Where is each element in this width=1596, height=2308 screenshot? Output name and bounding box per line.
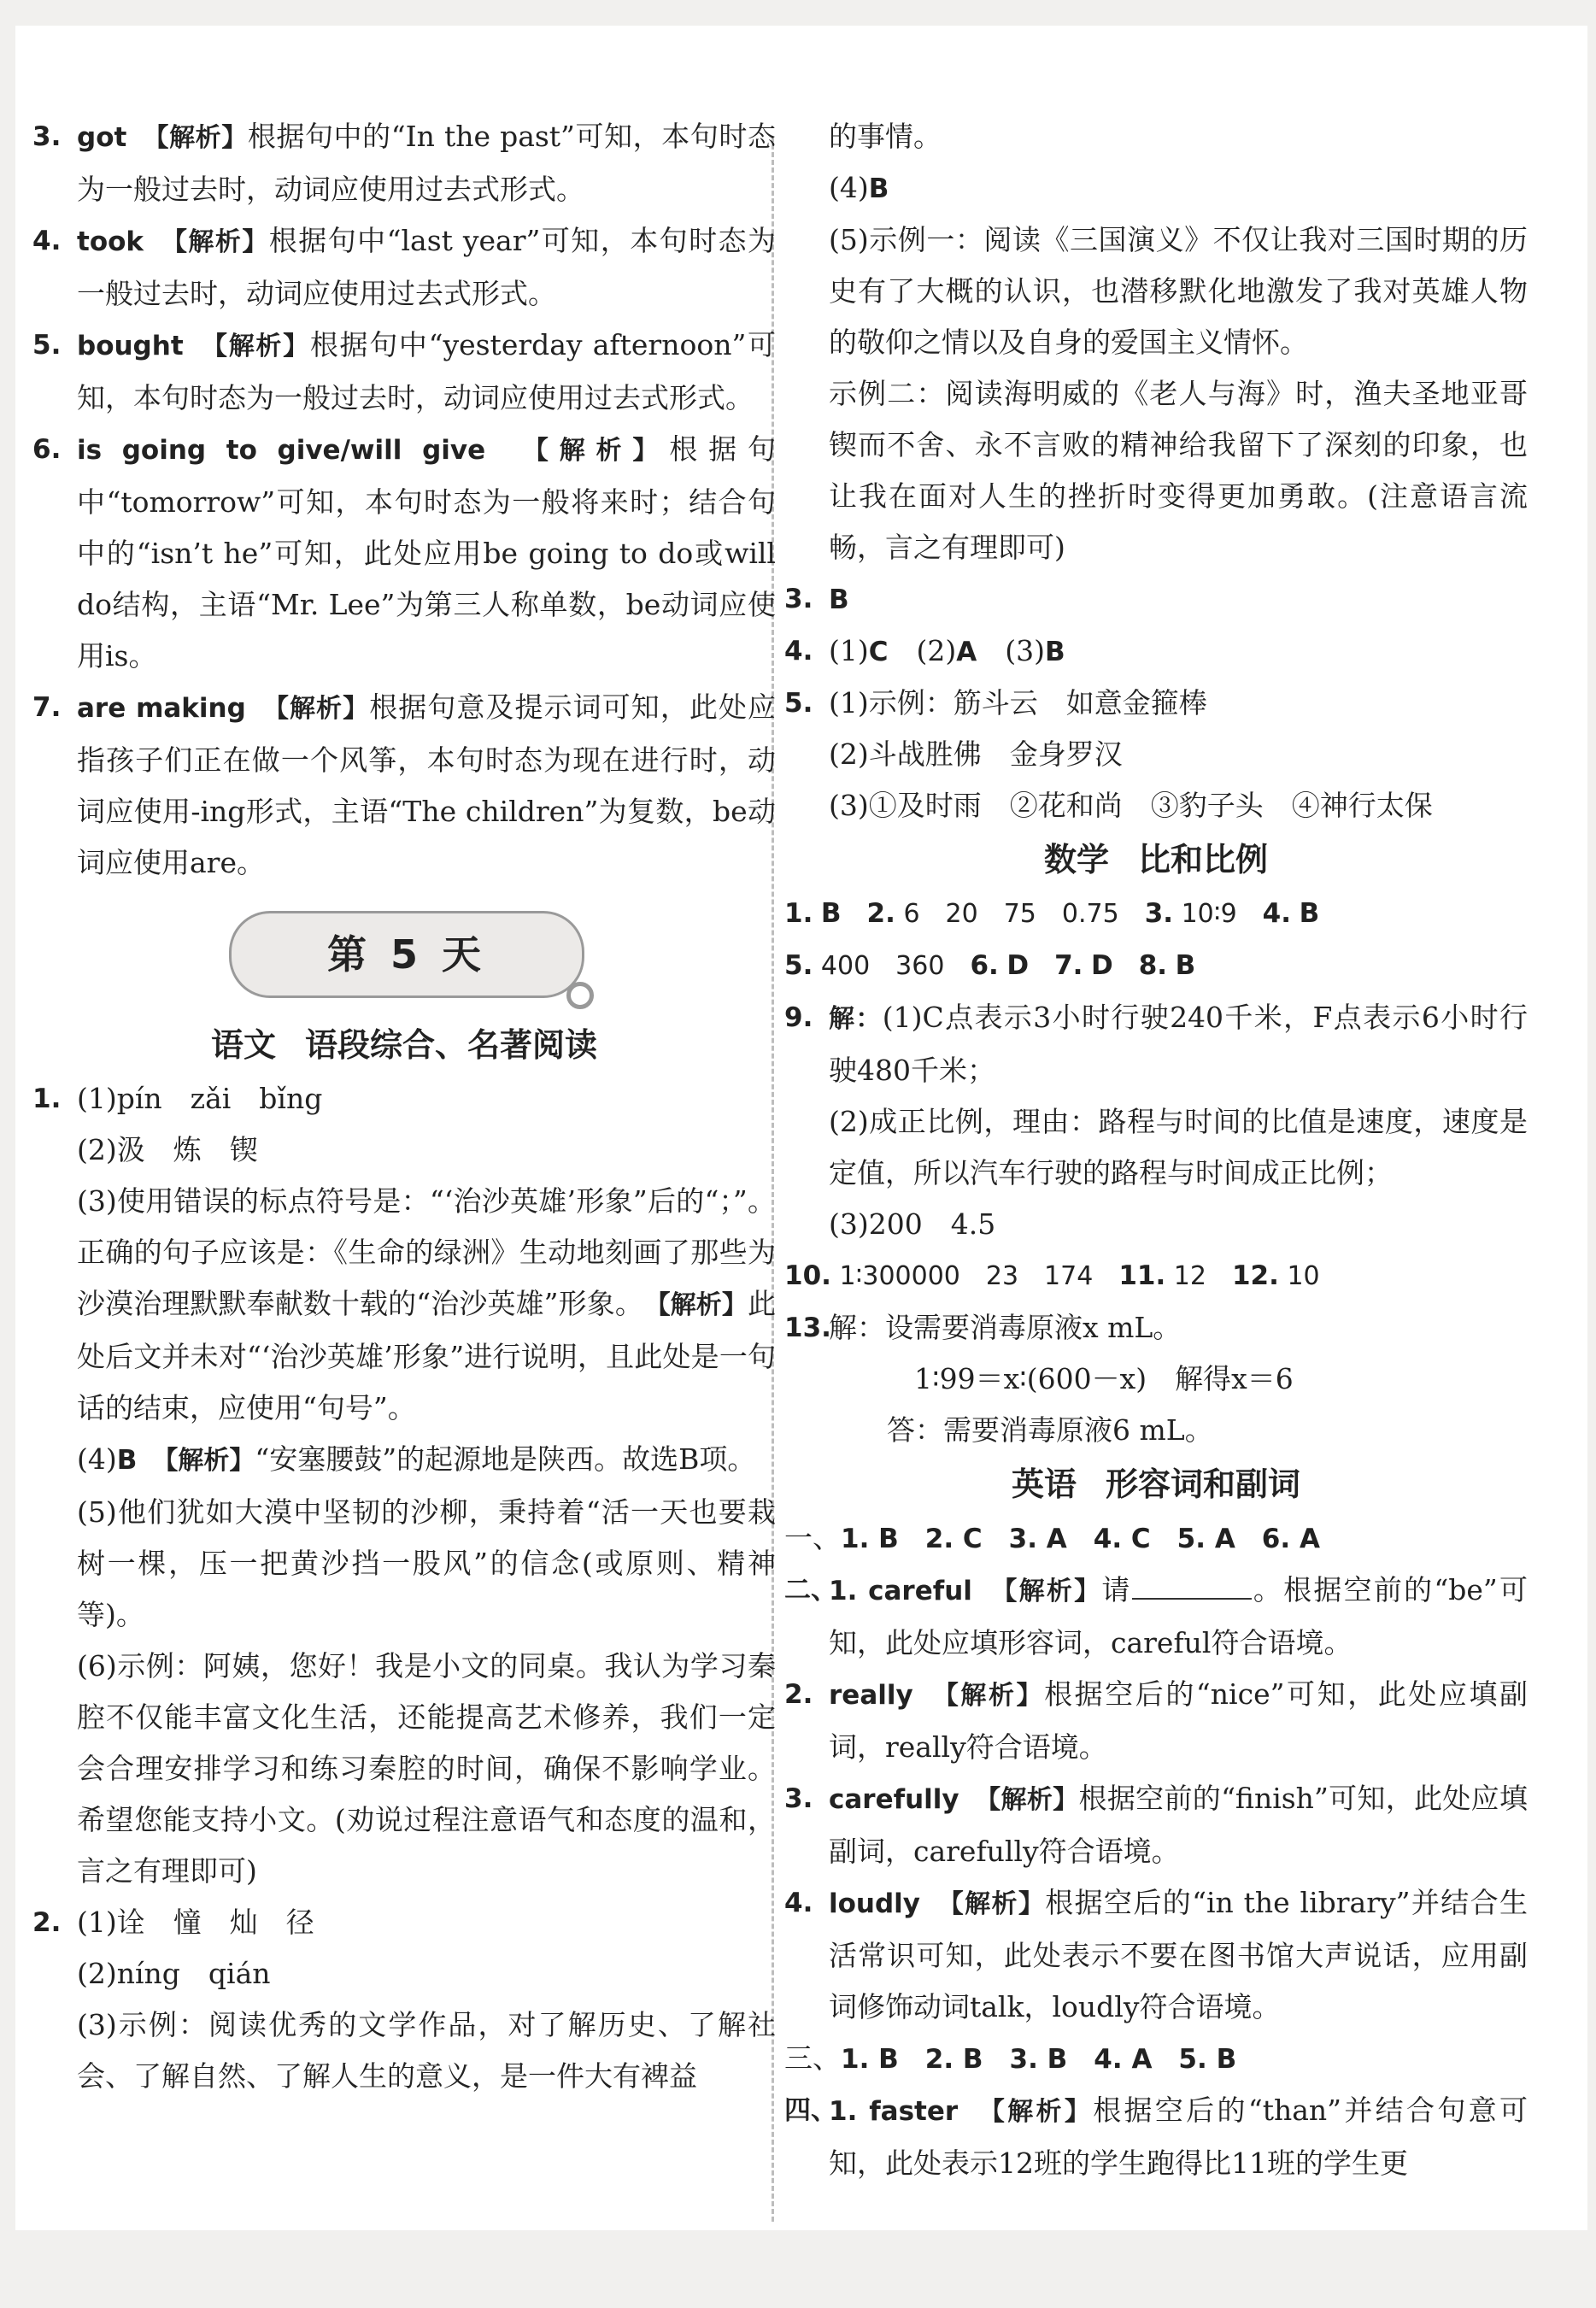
answer: 6 20 75 0.75 (903, 899, 1119, 929)
english-answers-top (32, 111, 776, 889)
question-number: 1. (784, 898, 813, 929)
answer: B (829, 584, 849, 615)
section-subject: 语文 (211, 1017, 276, 1073)
q1-part6: (6)示例：阿姨，您好！我是小文的同桌。我认为学习秦腔不仅能丰富文化生活，还能提高艺术修养，我们一定会合理安排学习和练习秦腔的时间，确保不影响学业。希望您能支持小文。(劝说过程注意语气和态度的温和，言之有理即可) (77, 1649, 776, 1888)
analysis-text: 根据句意及提示词可知，此处应指孩子们正在做一个风筝，本句时态为现在进行时，动词应使用-ing形式，主语“The children”为复数，be动词应使用are。 (77, 690, 776, 879)
q2-part5-example1: (5)示例一：阅读《三国演义》不仅让我对三国时期的历史有了大概的认识，也潜移默化地激发了我对英雄人物的敬仰之情以及自身的爱国主义情怀。 (829, 223, 1528, 359)
analysis-text: 根据句中的“In the past”可知，本句时态为一般过去时，动词应使用过去式形式。 (77, 120, 776, 206)
answer: are making (77, 693, 246, 724)
math-q9: 9. 解：(1)C点表示3小时行驶240千米，F点表示6小时行驶480千米； (2)成正比例，理由：路程与时间的比值是速度，速度是定值，所以汽车行驶的路程与时间成正比例； (3)200 4.5 (784, 992, 1528, 1250)
answer: 10∶9 (1181, 899, 1237, 929)
q9-part2: (2)成正比例，理由：路程与时间的比值是速度，速度是定值，所以汽车行驶的路程与时间成正比例； (829, 1105, 1528, 1189)
q13-answer: 答：需要消毒原液6 mL。 (887, 1413, 1213, 1447)
analysis-text: 根据句中“last year”可知，本句时态为一般过去时，动词应使用过去式形式。 (77, 224, 777, 310)
answer: 10 (1287, 1261, 1320, 1291)
q5-part1: (1)示例：筋斗云 如意金箍棒 (829, 686, 1207, 719)
yuwen-q2 (32, 1897, 776, 2102)
q5-part2: (2)斗战胜佛 金身罗汉 (829, 737, 1123, 771)
q1-part3: (3)使用错误的标点符号是：“‘治沙英雄’形象”后的“；”。正确的句子应该是：《生命的绿洲》生动地刻画了那些为沙漠治理默默奉献数十载的“治沙英雄”形象。 【解析】此处后文并未对“‘治沙英雄’形象”进行说明，且此处是一句话的结束，应使用“句号”。 (77, 1184, 777, 1424)
math-answers-row3 (784, 1250, 1528, 1302)
math-q13 (784, 1302, 1528, 1456)
ring-icon (566, 982, 594, 1009)
section-subject: 数学 (1044, 831, 1109, 888)
question-number: 2. (32, 1907, 62, 1938)
question-number: 13. (784, 1313, 831, 1343)
day-badge-text: 第 5 天 (326, 931, 487, 978)
q2-part3: (3)示例：阅读优秀的文学作品，对了解历史、了解社会、了解自然、了解人生的意义，是一件大有裨益 (77, 2008, 776, 2093)
blank-line (1132, 1572, 1252, 1600)
analysis-tag: 【解析】 (155, 123, 248, 153)
english-answer-item (32, 424, 776, 682)
q1-part1: (1)pín zǎi bǐng (77, 1082, 323, 1115)
english-part2: 二、 1. careful 【解析】请 。根据空前的“be”可知，此处应填形容词，careful符合语境。 2. really 【解析】根据空后的“nice”可知，此处应填副词，really符合语境。 3. carefully 【解析】根据空前的“finish”可知，此处应填副词，carefully符合语境。 4. loudly 【解析】根据空后的“in the library”并结合生活常识可知，此处表示不要在图书馆大声说话，应用副词修饰动词talk，loudly符合语境。 (784, 1573, 1529, 2023)
question-number: 4. (784, 636, 813, 667)
english-answer-item (32, 215, 776, 320)
q1-part4: (4)B 【解析】“安塞腰鼓”的起源地是陕西。故选B项。 (77, 1442, 756, 1476)
question-number: 8. (1138, 950, 1168, 981)
section-title: 比和比例 (1138, 841, 1269, 878)
answer: 12 (1173, 1261, 1206, 1291)
question-number: 3. (784, 584, 813, 614)
continuation-text: 的事情。 (829, 120, 942, 153)
analysis-tag: 【解析】 (173, 227, 269, 257)
analysis-tag: 【解析】 (165, 1446, 255, 1476)
question-number: 6. (32, 434, 62, 465)
yuwen-q5 (784, 678, 1528, 831)
answer: B (1299, 898, 1320, 929)
yuwen-q1 (32, 1073, 776, 1897)
answer: D (1090, 950, 1113, 981)
section-yuwen (32, 1017, 776, 1073)
answer: took (77, 226, 144, 257)
question-number: 5. (32, 330, 62, 361)
q1-part5: (5)他们犹如大漠中坚韧的沙柳，秉持着“活一天也要栽树一棵，压一把黄沙挡一股风”的信念(或原则、精神等)。 (77, 1495, 776, 1631)
q2-part4: (4)B (829, 171, 889, 204)
answer: 1∶300000 23 174 (839, 1261, 1094, 1291)
question-number: 9. (784, 1002, 813, 1033)
answer: B (1175, 950, 1196, 981)
section-english (784, 1456, 1528, 1512)
answer: 400 360 (820, 951, 945, 981)
question-number: 5. (784, 688, 813, 719)
math-answers-row1 (784, 888, 1528, 940)
q5-part3: (3)①及时雨 ②花和尚 ③豹子头 ④神行太保 (829, 789, 1433, 822)
english-answer-item (32, 320, 776, 424)
question-number: 6. (970, 950, 999, 981)
q2-part5-example2: 示例二：阅读海明威的《老人与海》时，渔夫圣地亚哥锲而不舍、永不言败的精神给我留下了深刻的印象，也让我在面对人生的挫折时变得更加勇敢。(注意语言流畅，言之有理即可) (829, 377, 1528, 564)
q2-part2: (2)níng qián (77, 1957, 271, 1990)
answer-page (15, 26, 1587, 2230)
english-answer-item (32, 682, 776, 889)
question-number: 7. (32, 692, 62, 723)
answer: D (1006, 950, 1030, 981)
section-title: 形容词和副词 (1106, 1465, 1301, 1503)
analysis-tag: 【解析】 (214, 332, 310, 361)
q13-equation: 1∶99＝x∶(600－x) 解得x＝6 (914, 1362, 1294, 1395)
q9-part3: (3)200 4.5 (829, 1207, 996, 1241)
day-header (32, 889, 776, 1017)
question-number: 1. (32, 1084, 62, 1114)
question-number: 4. (1262, 898, 1292, 929)
answer: B (820, 898, 842, 929)
answer: got (77, 122, 127, 153)
left-column (32, 111, 776, 2102)
day-badge (229, 911, 584, 998)
q1-part2: (2)汲 炼 锲 (77, 1133, 258, 1166)
yuwen-q4: 4. (1)C (2)A (3)B (784, 625, 1528, 678)
question-number: 7. (1054, 950, 1083, 981)
english-part4: 四、 1. faster 【解析】根据空后的“than”并结合句意可知，此处表示12班的学生跑得比11班的学生更 (784, 2094, 1529, 2180)
question-number: 2. (866, 898, 895, 929)
analysis-text: 根据句中“tomorrow”可知，本句时态为一般将来时；结合句中的“isn’t he”可知，此处应用be going to do或will do结构，主语“Mr. Lee”为第三人称单数，be动词应使用is。 (77, 432, 776, 672)
analysis-tag: 【解析】 (657, 1290, 748, 1320)
english-part3: 三、1. B 2. B 3. B 4. A 5. B (784, 2041, 1237, 2075)
q2-part1: (1)诠 憧 灿 径 (77, 1906, 314, 1939)
math-answers-row2 (784, 940, 1528, 992)
question-number: 3. (1144, 898, 1174, 929)
question-number: 11. (1118, 1260, 1166, 1291)
answer: is going to give/will give (77, 435, 486, 466)
q13-solution: 解：设需要消毒原液x mL。 (829, 1311, 1182, 1344)
analysis-tag: 【解析】 (535, 436, 670, 466)
english-part1: 一、1. B 2. C 3. A 4. C 5. A 6. A (784, 1521, 1320, 1554)
question-number: 4. (32, 226, 62, 256)
question-number: 10. (784, 1260, 831, 1291)
section-subject: 英语 (1012, 1456, 1077, 1512)
section-math (784, 831, 1528, 888)
question-number: 3. (32, 121, 62, 152)
question-number: 5. (784, 950, 813, 981)
section-title: 语段综合、名著阅读 (305, 1026, 598, 1064)
answer: bought (77, 331, 184, 361)
question-number: 12. (1231, 1260, 1279, 1291)
analysis-text: 根据句中“yesterday afternoon”可知，本句时态为一般过去时，动词应使用过去式形式。 (77, 328, 777, 414)
english-answer-item (32, 111, 776, 215)
right-column (784, 111, 1528, 2189)
analysis-tag: 【解析】 (275, 694, 370, 724)
yuwen-q3 (784, 573, 1528, 625)
